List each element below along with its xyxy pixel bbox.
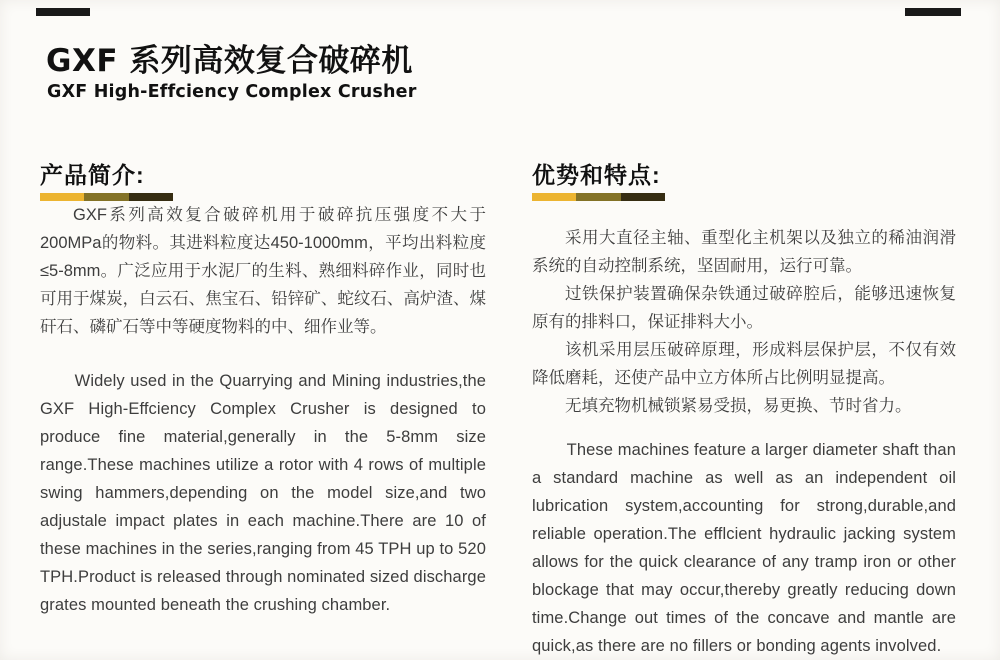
advantages-cn-paragraph: 过铁保护装置确保杂铁通过破碎腔后，能够迅速恢复原有的排料口，保证排料大小。 — [532, 285, 956, 331]
underline-segment-dark — [621, 193, 665, 201]
advantages-cn-paragraph: 采用大直径主轴、重型化主机架以及独立的稀油润滑系统的自动控制系统，坚固耐用，运行可靠。 — [532, 229, 956, 275]
product-intro-english-paragraph: Widely used in the Quarrying and Mining industries,the GXF High-Effciency Complex Crusher is designed to produce fine material,generally in the 5-8mm size range.These machines utilize a rotor with 4 rows of multiple swing hammers,depending on the model size,and two adjustale impact plates in each machine.There are 10 of these machines in the series,ranging from 45 TPH up to 520 TPH.Product is released through nominated sized discharge grates mounted beneath the crushing chamber. — [40, 372, 486, 614]
advantages-english-paragraph: These machines feature a larger diameter shaft than a standard machine as well as an independent oil lubrication system,accounting for strong,durable,and reliable operation.The efflcient hydraulic jacking system allows for the quick clearance of any tramp iron or other blockage that may occur,thereby greatly reducing down time.Change out times of the concave and mantle are quick,as there are no fillers or bonding agents involved. — [532, 441, 956, 655]
page-header — [46, 44, 417, 102]
page-title: GXF 系列高效复合破碎机 — [46, 43, 413, 79]
product-intro-chinese-paragraph: GXF系列高效复合破碎机用于破碎抗压强度不大于200MPa的物料。其进料粒度达450-1000mm，平均出料粒度≤5-8mm。广泛应用于水泥厂的生料、熟细料碎作业，同时也可用于煤炭，白云石、焦宝石、铅锌矿、蛇纹石、高炉渣、煤矸石、磷矿石等中等硬度物料的中、细作业等。 — [40, 206, 486, 336]
advantages-heading: 优势和特点: — [532, 162, 661, 188]
advantages-cn-paragraph: 该机采用层压破碎原理，形成料层保护层，不仅有效降低磨耗，还使产品中立方体所占比例明显提高。 — [532, 341, 956, 387]
underline-segment-gold — [532, 193, 576, 201]
section-advantages-features — [532, 160, 956, 660]
corner-mark-right — [905, 8, 961, 16]
section-product-intro — [40, 160, 486, 619]
heading-underline-bar — [40, 193, 173, 201]
underline-segment-dark — [129, 193, 173, 201]
corner-mark-left — [36, 8, 90, 16]
advantages-chinese-paragraphs — [532, 224, 956, 420]
advantages-cn-paragraph: 无填充物机械锁紧易受损，易更换、节时省力。 — [565, 397, 912, 415]
product-intro-heading: 产品简介: — [40, 162, 145, 188]
page-subtitle: GXF High-Effciency Complex Crusher — [47, 81, 417, 102]
underline-segment-olive — [576, 193, 620, 201]
heading-underline-bar — [532, 193, 665, 201]
underline-segment-gold — [40, 193, 84, 201]
underline-segment-olive — [84, 193, 128, 201]
